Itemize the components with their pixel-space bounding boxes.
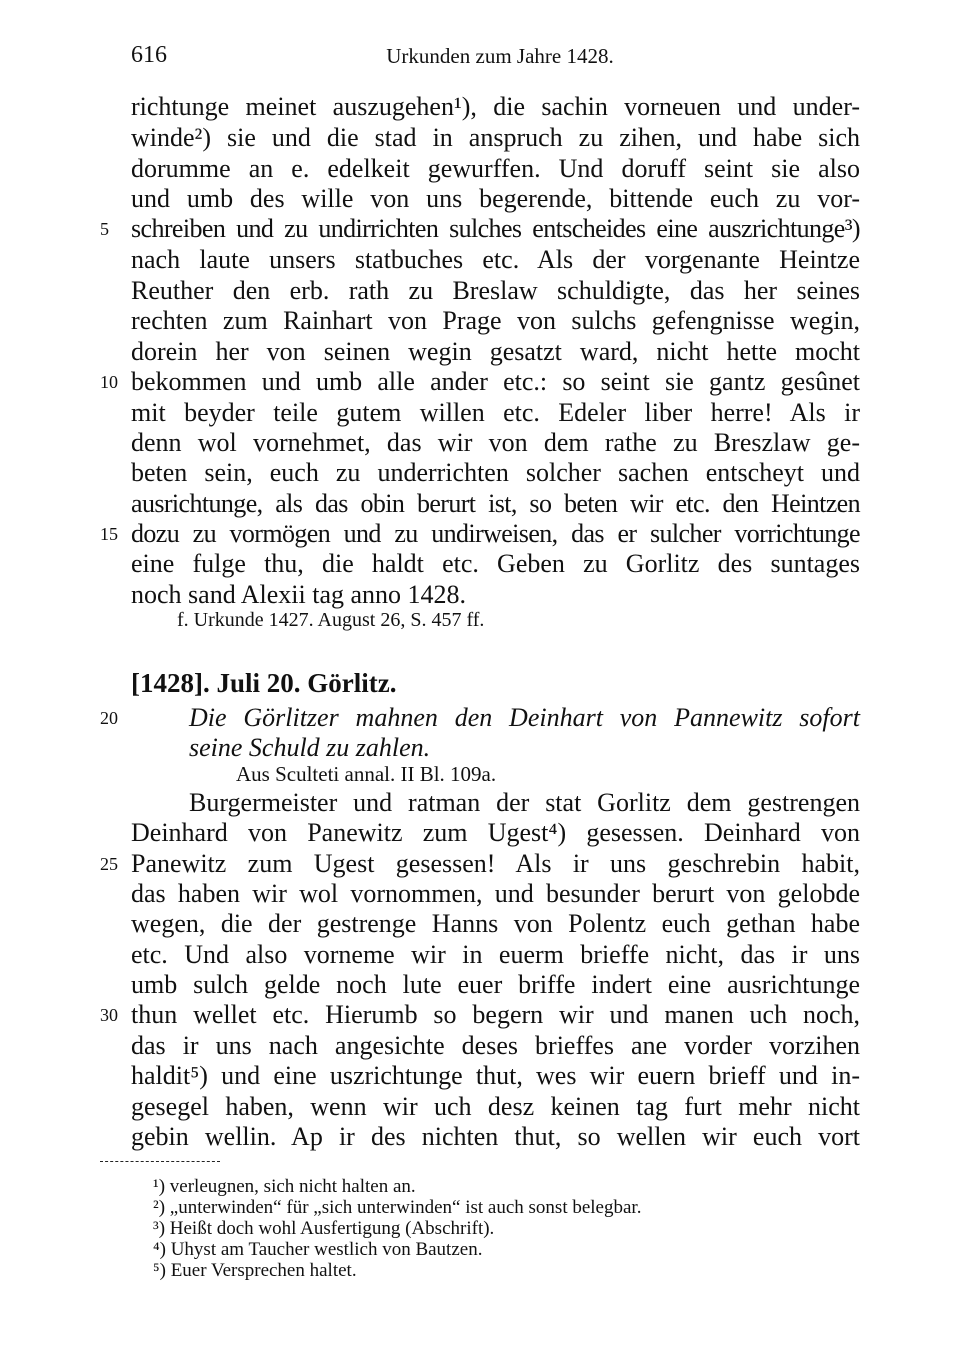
footnote: ³) Heißt doch wohl Ausfertigung (Abschrift). — [153, 1218, 495, 1239]
footnote: ¹) verleugnen, sich nicht halten an. — [153, 1176, 416, 1197]
footnote-divider — [100, 1161, 220, 1162]
text-line: mit beyder teile gutem willen etc. Edeler liber herre! Als ir — [131, 398, 860, 427]
text-line: rechten zum Rainhart von Prage von sulchs gefengnisse wegin, — [131, 306, 860, 335]
text-line: dorein her von seinen wegin gesatzt ward, nicht hette mocht — [131, 337, 860, 366]
summary-line: Die Görlitzer mahnen den Deinhart von Pannewitz sofort — [189, 703, 860, 732]
text-line: Burgermeister und ratman der stat Gorlitz dem gestrengen — [189, 788, 860, 817]
text-line: thun wellet etc. Hierumb so begern wir und manen uch noch, — [131, 1000, 860, 1029]
text-line: Reuther den erb. rath zu Breslaw schuldigte, das her seines — [131, 276, 860, 305]
line-number: 25 — [100, 854, 118, 874]
text-line: Deinhard von Panewitz zum Ugest⁴) gesessen. Deinhard von — [131, 818, 860, 847]
source-citation: Aus Sculteti annal. II Bl. 109a. — [236, 762, 497, 786]
running-head: Urkunden zum Jahre 1428. — [386, 44, 614, 68]
text-line: gesegel haben, wenn wir uch desz keinen tag furt mehr nicht — [131, 1092, 860, 1121]
text-line: und umb des wille von uns begerende, bittende euch zu vor- — [131, 184, 860, 213]
text-line: gebin wellin. Ap ir des nichten thut, so wellen wir euch vort — [131, 1122, 860, 1151]
text-line: das haben wir wol vornommen, und besunder berurt von gelobde — [131, 879, 860, 908]
line-number: 20 — [100, 708, 118, 728]
text-line: eine fulge thu, die haldt etc. Geben zu Gorlitz des suntages — [131, 549, 860, 578]
text-line: winde²) sie und die stad in anspruch zu zihen, und habe sich — [131, 123, 860, 152]
text-line: umb sulch gelde noch lute euer briffe indert eine ausrichtunge — [131, 970, 860, 999]
text-line: das ir uns nach angesichte deses brieffes ane vorder vorzihen — [131, 1031, 860, 1060]
summary-line: seine Schuld zu zahlen. — [189, 733, 431, 762]
text-line: wegen, die der gestrenge Hanns von Polentz euch gethan habe — [131, 909, 860, 938]
page-number: 616 — [131, 42, 167, 68]
reference-note: f. Urkunde 1427. August 26, S. 457 ff. — [177, 609, 485, 631]
text-line: richtunge meinet auszugehen¹), die sachin vorneuen und under- — [131, 92, 860, 121]
text-line: haldit⁵) und eine uszrichtunge thut, wes wir euern brieff und in- — [131, 1061, 860, 1090]
text-line: noch sand Alexii tag anno 1428. — [131, 580, 467, 609]
text-line: dorumme an e. edelkeit gewurffen. Und doruff seint sie also — [131, 154, 860, 183]
footnote: ²) „unterwinden“ für „sich unterwinden“ ist auch sonst belegbar. — [153, 1197, 642, 1218]
footnote: ⁵) Euer Versprechen haltet. — [153, 1260, 357, 1281]
text-line: schreiben und zu undirrichten sulches entscheides eine auszrichtunge³) — [131, 214, 860, 243]
line-number: 15 — [100, 524, 118, 544]
text-line: Panewitz zum Ugest gesessen! Als ir uns geschrebin habit, — [131, 849, 860, 878]
footnote: ⁴) Uhyst am Taucher westlich von Bautzen. — [153, 1239, 483, 1260]
text-line: etc. Und also vorneme wir in euerm brieffe nicht, das ir uns — [131, 940, 860, 969]
line-number: 30 — [100, 1005, 118, 1025]
text-line: nach laute unsers statbuches etc. Als der vorgenante Heintze — [131, 245, 860, 274]
text-line: bekommen und umb alle ander etc.: so seint sie gantz gesûnet — [131, 367, 860, 396]
text-line: dozu zu vormögen und zu undirweisen, das er sulcher vorrichtunge — [131, 519, 860, 548]
line-number: 5 — [100, 219, 109, 239]
document-heading: [1428]. Juli 20. Görlitz. — [131, 668, 397, 698]
text-line: ausrichtunge, als das obin berurt ist, so beten wir etc. den Heintzen — [131, 489, 860, 518]
line-number: 10 — [100, 372, 118, 392]
text-line: beten sein, euch zu underrichten solcher sachen entscheyt und — [131, 458, 860, 487]
text-line: denn wol vornehmet, das wir von dem rathe zu Breszlaw ge- — [131, 428, 860, 457]
